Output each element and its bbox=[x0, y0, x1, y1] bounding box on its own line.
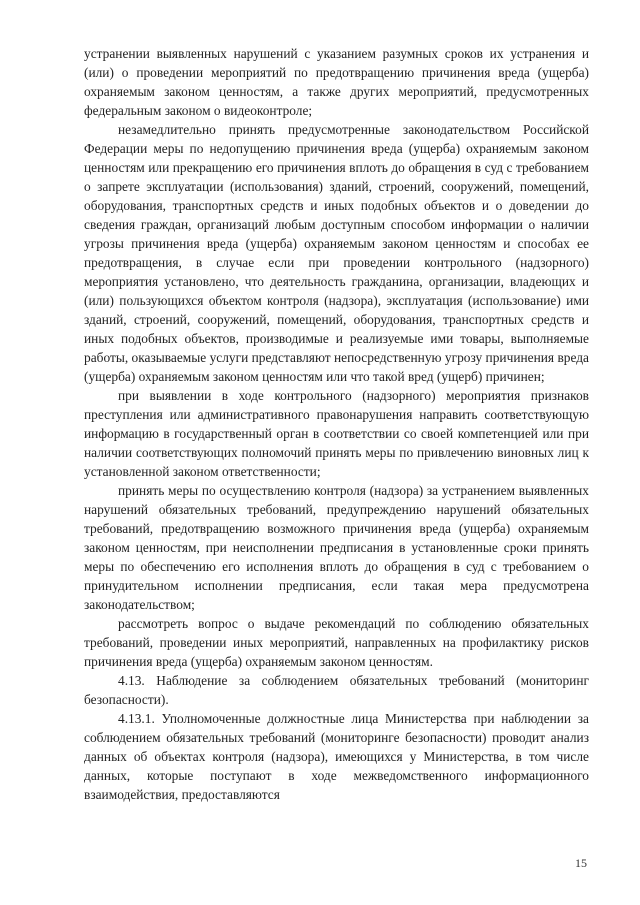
paragraph-4-13-1: 4.13.1. Уполномоченные должностные лица Министерства при наблюдении за соблюдением обязательных требований (мониторинге безопасности) проводит анализ данных об объектах контроля (надзора), имеющихся у Министерства, в том числе данных, которые поступают в ходе межведомственного информационного взаимодействия, предоставляются bbox=[84, 711, 589, 802]
page-number: 15 bbox=[575, 856, 587, 870]
paragraph-crime-signs: при выявлении в ходе контрольного (надзорного) мероприятия признаков преступления или административного правонарушения направить соответствующую информацию в государственный орган в соответствии со своей компетенцией или при наличии соответствующих полномочий принять меры по привлечению виновных лиц к установленной законом ответственности; bbox=[84, 388, 589, 479]
paragraph-continuation: устранении выявленных нарушений с указанием разумных сроков их устранения и (или) о проведении мероприятий по предотвращению причинения вреда (ущерба) охраняемым законом ценностям, а также других мероприятий, предусмотренных федеральным законом о видеоконтроле; bbox=[84, 46, 589, 118]
document-body bbox=[84, 44, 589, 804]
paragraph-recommendations: рассмотреть вопрос о выдаче рекомендаций по соблюдению обязательных требований, проведении иных мероприятий, направленных на профилактику рисков причинения вреда (ущерба) охраняемым законом ценностям. bbox=[84, 616, 589, 669]
paragraph-urgent-measures: незамедлительно принять предусмотренные законодательством Российской Федерации меры по недопущению причинения вреда (ущерба) охраняемым законом ценностям или прекращению его причинения вплоть до обращения в суд с требованием о запрете эксплуатации (использования) зданий, строений, сооружений, помещений, оборудования, транспортных средств и иных подобных объектов и о доведении до сведения граждан, организаций любым доступным способом информации о наличии угрозы причинения вреда (ущерба) охраняемым законом ценностям и способах ее предотвращения, в случае если при проведении контрольного (надзорного) мероприятия установлено, что деятельность гражданина, организации, владеющих и (или) пользующихся объектом контроля (надзора), эксплуатация (использование) ими зданий, строений, сооружений, помещений, оборудования, транспортных средств и иных подобных объектов, производимые и реализуемые ими товары, выполняемые работы, оказываемые услуги представляют непосредственную угрозу причинения вреда (ущерба) охраняемым законом ценностям или что такой вред (ущерб) причинен; bbox=[84, 122, 589, 384]
paragraph-control-measures: принять меры по осуществлению контроля (надзора) за устранением выявленных нарушений обязательных требований, предупреждению нарушений обязательных требований, предотвращению возможного причинения вреда (ущерба) охраняемым законом ценностям, при неисполнении предписания в установленные сроки принять меры по обеспечению его исполнения вплоть до обращения в суд с требованием о принудительном исполнении предписания, если такая мера предусмотрена законодательством; bbox=[84, 483, 589, 612]
section-heading-4-13: 4.13. Наблюдение за соблюдением обязательных требований (мониторинг безопасности). bbox=[84, 673, 589, 707]
